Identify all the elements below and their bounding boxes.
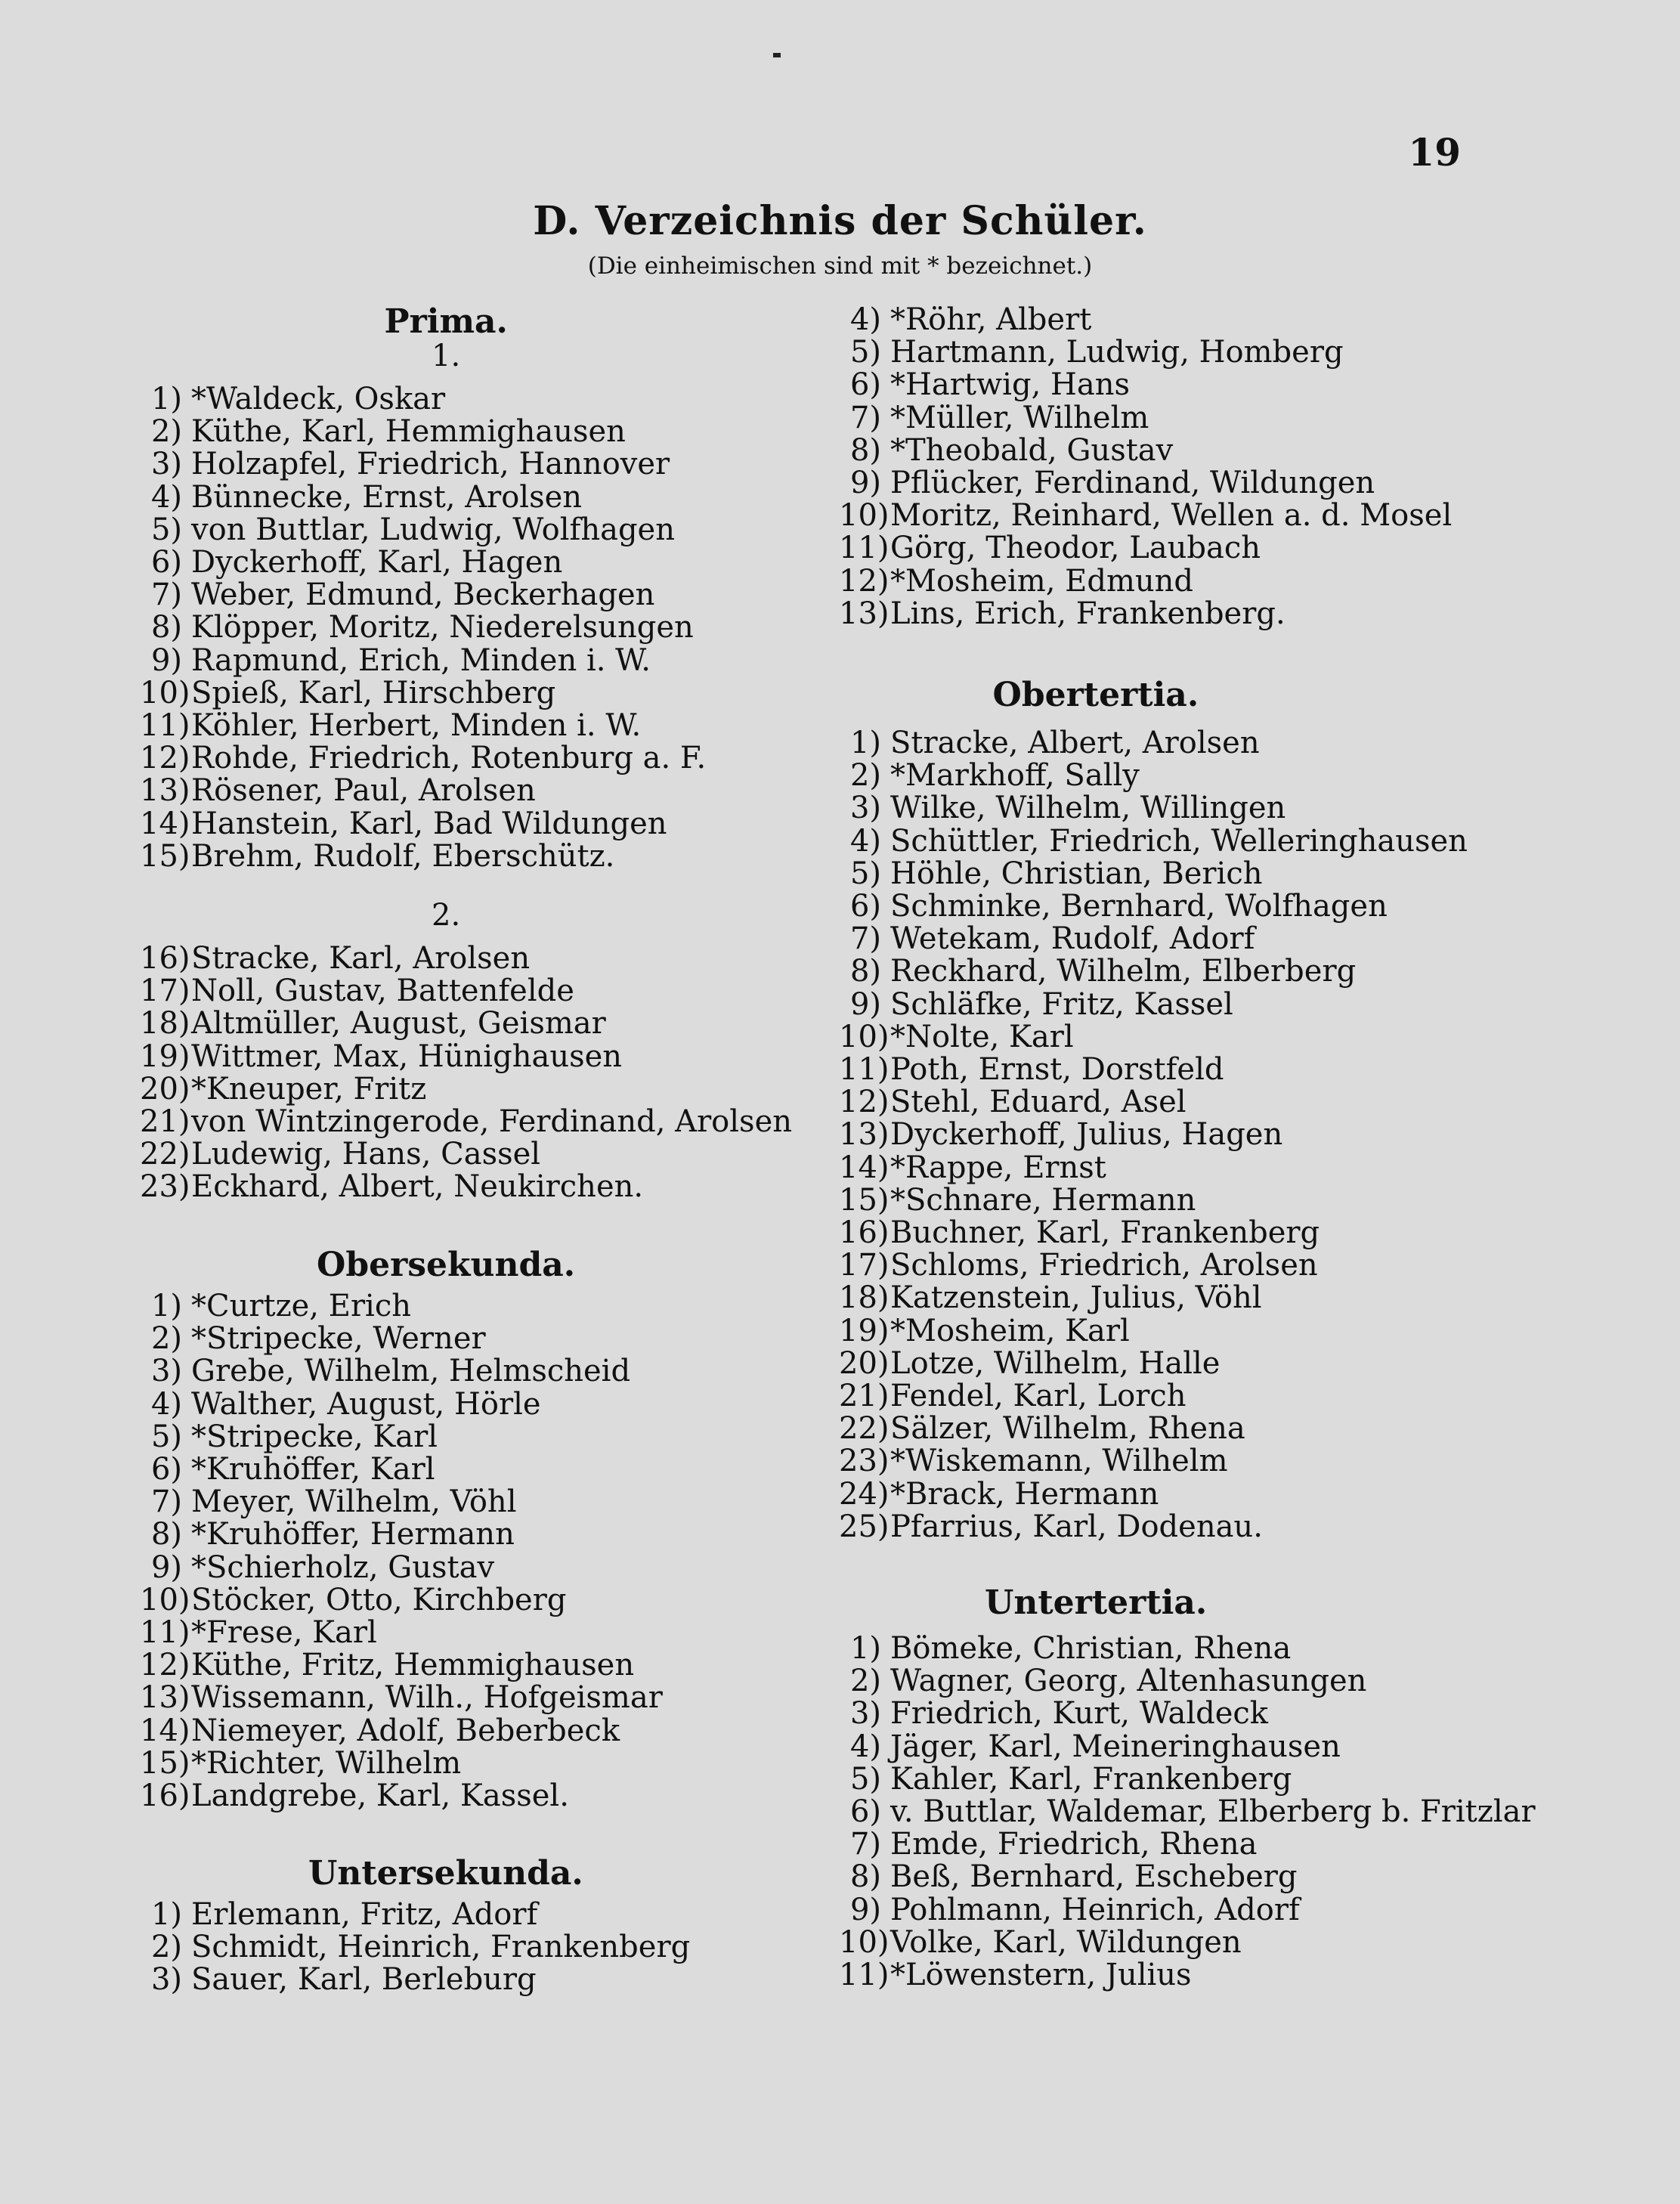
entry-name: *Stripecke, Werner [191, 1321, 486, 1357]
list-item [839, 596, 1286, 631]
entry-number: 23) [839, 1444, 890, 1479]
entry-name: Volke, Karl, Wildungen [890, 1924, 1242, 1960]
entry-name: Schminke, Bernhard, Wolfhagen [890, 889, 1388, 924]
entry-number: 4) [150, 479, 182, 515]
list-item [140, 708, 641, 743]
page-subtitle: (Die einheimischen sind mit * bezeichnet.) [587, 252, 1093, 280]
entry-number: 21) [140, 1104, 190, 1139]
list-item [140, 414, 626, 449]
entry-number: 11) [839, 1958, 890, 1992]
list-item [839, 1314, 1130, 1348]
entry-name: Pfarrius, Karl, Dodenau. [890, 1509, 1263, 1544]
entry-name: Eckhard, Albert, Neukirchen. [191, 1169, 644, 1205]
entry-name: v. Buttlar, Waldemar, Elberberg b. Fritzlar [890, 1794, 1536, 1829]
entry-name: Wetekam, Rudolf, Adorf [890, 921, 1255, 957]
entry-number: 15) [140, 1745, 190, 1781]
entry-number: 5) [849, 856, 881, 891]
entry-name: Bünnecke, Ernst, Arolsen [191, 479, 583, 515]
entry-name: Schloms, Friedrich, Arolsen [890, 1248, 1318, 1283]
entry-number: 13) [839, 596, 890, 631]
list-item [839, 791, 1286, 825]
entry-name: *Stripecke, Karl [191, 1419, 438, 1454]
list-item [839, 1248, 1318, 1283]
entry-number: 6) [150, 1452, 182, 1487]
entry-number: 9) [849, 1892, 881, 1927]
entry-number: 6) [849, 889, 881, 924]
entry-name: Sälzer, Wilhelm, Rhena [890, 1411, 1245, 1447]
entry-number: 5) [150, 1419, 182, 1454]
list-item [839, 1215, 1320, 1250]
entry-number: 20) [839, 1345, 890, 1381]
entry-name: Moritz, Reinhard, Wellen a. d. Mosel [890, 498, 1453, 534]
list-item [140, 974, 574, 1008]
entry-name: Jäger, Karl, Meineringhausen [890, 1729, 1341, 1764]
entry-name: *Richter, Wilhelm [191, 1745, 462, 1781]
entry-name: *Theobald, Gustav [890, 432, 1174, 468]
entry-number: 8) [150, 610, 182, 645]
list-item [839, 1280, 1262, 1315]
section-title-untertertia: Untertertia. [985, 1583, 1208, 1622]
list-item [839, 1893, 1300, 1927]
list-item [140, 1713, 620, 1748]
list-item [140, 839, 614, 874]
list-item [140, 1930, 690, 1964]
entry-number: 10) [839, 1924, 890, 1960]
list-item [140, 773, 536, 808]
entry-name: Altmüller, August, Geismar [191, 1006, 606, 1042]
list-item [140, 382, 445, 416]
entry-name: Höhle, Christian, Berich [890, 856, 1263, 891]
entry-number: 13) [140, 1680, 190, 1716]
entry-number: 13) [839, 1117, 890, 1153]
entry-name: Rapmund, Erich, Minden i. W. [191, 642, 651, 678]
entry-name: *Mosheim, Edmund [890, 563, 1194, 599]
list-item [140, 1354, 630, 1388]
entry-number: 8) [849, 1859, 881, 1895]
entry-name: Landgrebe, Karl, Kassel. [191, 1778, 569, 1813]
group-title-2: 2. [432, 898, 461, 933]
list-item [839, 367, 1130, 402]
entry-name: Klöpper, Moritz, Niederelsungen [191, 610, 694, 645]
list-item [140, 1897, 537, 1932]
list-item [140, 941, 530, 976]
entry-name: Walther, August, Hörle [191, 1386, 541, 1422]
entry-name: Katzenstein, Julius, Vöhl [890, 1280, 1262, 1316]
list-item [839, 531, 1261, 565]
list-item [839, 1631, 1291, 1666]
entry-number: 12) [140, 1648, 190, 1683]
entry-number: 3) [849, 791, 881, 826]
entry-name: *Brack, Hermann [890, 1476, 1159, 1512]
entry-name: Stehl, Eduard, Asel [890, 1085, 1187, 1120]
entry-name: Fendel, Karl, Lorch [890, 1379, 1187, 1413]
entry-number: 18) [140, 1006, 190, 1042]
list-item [140, 545, 562, 580]
list-item [140, 1072, 426, 1107]
entry-name: Niemeyer, Adolf, Beberbeck [191, 1713, 620, 1748]
entry-name: *Mosheim, Karl [890, 1313, 1130, 1348]
entry-number: 19) [140, 1039, 190, 1074]
entry-name: von Buttlar, Ludwig, Wolfhagen [191, 512, 675, 547]
entry-number: 3) [150, 447, 182, 482]
list-item [140, 1452, 435, 1487]
entry-number: 8) [150, 1517, 182, 1552]
entry-name: Spieß, Karl, Hirschberg [191, 675, 556, 710]
entry-name: *Müller, Wilhelm [890, 400, 1149, 435]
list-item [839, 824, 1468, 859]
entry-name: Hartmann, Ludwig, Homberg [890, 335, 1344, 370]
entry-name: Köhler, Herbert, Minden i. W. [191, 708, 642, 743]
entry-name: Reckhard, Wilhelm, Elberberg [890, 954, 1357, 989]
entry-name: Beß, Bernhard, Escheberg [890, 1859, 1298, 1895]
entry-name: Schmidt, Heinrich, Frankenberg [191, 1930, 691, 1965]
list-item [839, 1958, 1192, 1992]
entry-name: Grebe, Wilhelm, Helmscheid [191, 1354, 631, 1389]
list-item [140, 1387, 541, 1422]
entry-number: 2) [150, 1930, 182, 1965]
entry-name: Emde, Friedrich, Rhena [890, 1827, 1258, 1862]
entry-name: Küthe, Karl, Hemmighausen [191, 414, 626, 450]
entry-number: 22) [839, 1411, 890, 1447]
entry-name: *Hartwig, Hans [890, 367, 1131, 403]
list-item [839, 1729, 1341, 1764]
entry-number: 18) [839, 1280, 890, 1316]
entry-name: *Wiskemann, Wilhelm [890, 1444, 1228, 1479]
list-item [839, 1696, 1268, 1731]
entry-name: *Kruhöffer, Karl [191, 1452, 435, 1487]
entry-number: 23) [140, 1169, 190, 1205]
section-title-prima: Prima. [384, 302, 508, 341]
page-number: 19 [1408, 130, 1461, 175]
entry-number: 16) [140, 1778, 190, 1813]
entry-number: 2) [849, 1664, 881, 1699]
list-item [839, 498, 1452, 533]
entry-number: 19) [839, 1313, 890, 1348]
list-item [140, 1484, 517, 1519]
page-title: D. Verzeichnis der Schüler. [533, 198, 1147, 244]
list-item [839, 1085, 1187, 1119]
entry-name: Ludewig, Hans, Cassel [191, 1137, 541, 1172]
entry-name: *Schierholz, Gustav [191, 1549, 495, 1585]
entry-number: 2) [150, 414, 182, 450]
list-item [140, 447, 670, 481]
list-item [140, 1583, 566, 1617]
list-item [839, 987, 1233, 1022]
entry-number: 9) [150, 642, 182, 678]
list-item [140, 806, 667, 841]
list-item [839, 1346, 1220, 1381]
list-item [140, 1169, 643, 1204]
list-item [839, 1379, 1187, 1413]
list-item [839, 856, 1262, 891]
list-item [140, 1648, 634, 1682]
entry-name: Wagner, Georg, Altenhasungen [890, 1664, 1367, 1699]
page-mark [773, 53, 781, 57]
entry-name: Schüttler, Friedrich, Welleringhausen [890, 823, 1468, 859]
entry-name: *Löwenstern, Julius [890, 1958, 1192, 1992]
entry-name: Kahler, Karl, Frankenberg [890, 1761, 1292, 1797]
entry-number: 4) [150, 1386, 182, 1422]
entry-number: 11) [839, 1052, 890, 1087]
entry-number: 12) [140, 741, 190, 776]
list-item [839, 921, 1255, 956]
list-item [140, 676, 555, 710]
entry-number: 9) [150, 1549, 182, 1585]
entry-name: Rösener, Paul, Arolsen [191, 773, 536, 809]
entry-name: Stracke, Karl, Arolsen [191, 941, 531, 976]
entry-number: 10) [839, 1019, 890, 1054]
entry-number: 16) [140, 941, 190, 976]
entry-name: *Kneuper, Fritz [191, 1071, 427, 1107]
list-item [140, 512, 675, 547]
entry-name: Erlemann, Fritz, Adorf [191, 1897, 538, 1932]
list-item [140, 577, 654, 612]
list-item [839, 889, 1388, 924]
entry-number: 11) [140, 1615, 190, 1650]
entry-number: 1) [849, 1631, 881, 1666]
section-title-untersekunda: Untersekunda. [308, 1854, 583, 1893]
entry-name: von Wintzingerode, Ferdinand, Arolsen [191, 1104, 793, 1139]
entry-number: 12) [839, 1085, 890, 1120]
entry-number: 7) [849, 921, 881, 957]
entry-number: 7) [150, 1484, 182, 1520]
list-item [839, 1762, 1292, 1797]
list-item [839, 1020, 1074, 1054]
entry-number: 9) [849, 466, 881, 500]
group-title-1: 1. [432, 339, 461, 373]
entry-name: *Kruhöffer, Hermann [191, 1517, 515, 1552]
entry-number: 10) [140, 675, 190, 710]
list-item [839, 1859, 1298, 1894]
list-item [140, 1137, 540, 1172]
entry-name: *Frese, Karl [191, 1615, 377, 1650]
list-item [839, 1477, 1159, 1512]
entry-number: 7) [849, 400, 881, 435]
list-item [839, 1411, 1245, 1446]
list-item [140, 643, 651, 678]
list-item [839, 1827, 1257, 1862]
section-title-obersekunda: Obersekunda. [317, 1246, 576, 1284]
entry-name: *Curtze, Erich [191, 1289, 412, 1323]
list-item [839, 1509, 1263, 1544]
list-item [839, 564, 1193, 599]
entry-number: 17) [839, 1248, 890, 1283]
entry-number: 5) [849, 335, 881, 370]
entry-name: Wittmer, Max, Hünighausen [191, 1039, 623, 1074]
list-item [140, 1615, 377, 1650]
list-item [839, 758, 1140, 793]
entry-number: 10) [839, 498, 890, 534]
entry-name: Poth, Ernst, Dorstfeld [890, 1052, 1224, 1087]
list-item [140, 1419, 438, 1454]
list-item [839, 954, 1356, 989]
entry-name: Meyer, Wilhelm, Vöhl [191, 1484, 517, 1520]
entry-name: Holzapfel, Friedrich, Hannover [191, 447, 670, 482]
entry-number: 7) [849, 1827, 881, 1862]
entry-number: 25) [839, 1509, 890, 1544]
entry-number: 15) [839, 1182, 890, 1218]
list-item [140, 1680, 663, 1715]
list-item [839, 401, 1149, 435]
list-item [140, 1289, 411, 1323]
entry-number: 15) [140, 838, 190, 874]
list-item [140, 1778, 569, 1813]
entry-number: 8) [849, 954, 881, 989]
list-item [839, 1150, 1106, 1185]
entry-number: 12) [839, 563, 890, 599]
section-title-obertertia: Obertertia. [992, 676, 1199, 714]
entry-name: Hanstein, Karl, Bad Wildungen [191, 806, 667, 841]
entry-name: Küthe, Fritz, Hemmighausen [191, 1648, 635, 1683]
entry-number: 6) [849, 1794, 881, 1829]
entry-number: 16) [839, 1215, 890, 1250]
list-item [839, 1444, 1228, 1478]
list-item [140, 610, 694, 645]
entry-name: Buchner, Karl, Frankenberg [890, 1215, 1320, 1250]
entry-number: 22) [140, 1137, 190, 1172]
list-item [839, 433, 1173, 468]
entry-number: 4) [849, 823, 881, 859]
entry-name: Noll, Gustav, Battenfelde [191, 974, 574, 1009]
entry-number: 5) [150, 512, 182, 547]
entry-name: Stracke, Albert, Arolsen [890, 726, 1260, 760]
list-item [839, 1794, 1536, 1829]
entry-name: Lins, Erich, Frankenberg. [890, 596, 1286, 631]
list-item [140, 1550, 494, 1585]
entry-number: 14) [140, 806, 190, 841]
entry-number: 20) [140, 1071, 190, 1107]
entry-name: Wilke, Wilhelm, Willingen [890, 791, 1286, 826]
list-item [140, 1321, 486, 1356]
entry-number: 13) [140, 773, 190, 809]
entry-number: 8) [849, 432, 881, 468]
entry-number: 3) [150, 1962, 182, 1998]
entry-number: 11) [839, 531, 890, 566]
entry-name: Pohlmann, Heinrich, Adorf [890, 1892, 1300, 1927]
list-item [839, 1183, 1196, 1218]
entry-number: 1) [150, 1289, 182, 1323]
list-item [140, 1104, 792, 1139]
entry-name: *Markhoff, Sally [890, 758, 1140, 794]
list-item [140, 1039, 622, 1074]
entry-number: 5) [849, 1761, 881, 1797]
entry-number: 4) [849, 302, 881, 337]
list-item [839, 1664, 1366, 1698]
entry-name: Wissemann, Wilh., Hofgeismar [191, 1680, 663, 1716]
entry-name: Friedrich, Kurt, Waldeck [890, 1696, 1269, 1732]
entry-number: 17) [140, 974, 190, 1009]
list-item [140, 1746, 461, 1781]
entry-name: Görg, Theodor, Laubach [890, 531, 1261, 566]
entry-number: 14) [839, 1150, 890, 1185]
entry-number: 2) [849, 758, 881, 794]
entry-name: Sauer, Karl, Berleburg [191, 1962, 537, 1998]
entry-name: Brehm, Rudolf, Eberschütz. [191, 838, 615, 874]
entry-name: Bömeke, Christian, Rhena [890, 1631, 1292, 1666]
entry-number: 3) [849, 1696, 881, 1732]
entry-number: 6) [150, 545, 182, 580]
entry-name: Stöcker, Otto, Kirchberg [191, 1582, 567, 1617]
entry-name: *Schnare, Hermann [890, 1182, 1196, 1218]
list-item [839, 466, 1375, 500]
entry-number: 7) [150, 577, 182, 613]
entry-number: 14) [140, 1713, 190, 1748]
entry-number: 24) [839, 1476, 890, 1512]
entry-number: 6) [849, 367, 881, 403]
list-item [140, 741, 706, 775]
entry-name: *Waldeck, Oskar [191, 382, 446, 416]
list-item [140, 480, 582, 515]
list-item [140, 1962, 537, 1997]
list-item [839, 302, 1091, 337]
entry-name: *Rappe, Ernst [890, 1150, 1106, 1185]
list-item [839, 1117, 1282, 1152]
entry-name: Lotze, Wilhelm, Halle [890, 1345, 1221, 1381]
entry-number: 9) [849, 986, 881, 1022]
entry-number: 10) [140, 1582, 190, 1617]
entry-name: *Nolte, Karl [890, 1019, 1074, 1054]
list-item [140, 1006, 606, 1041]
entry-name: Pflücker, Ferdinand, Wildungen [890, 466, 1375, 500]
list-item [839, 1925, 1242, 1960]
entry-number: 3) [150, 1354, 182, 1389]
entry-name: *Röhr, Albert [890, 302, 1092, 337]
entry-name: Dyckerhoff, Karl, Hagen [191, 545, 563, 580]
list-item [839, 726, 1260, 760]
entry-number: 1) [849, 726, 881, 760]
entry-number: 11) [140, 708, 190, 743]
entry-number: 1) [150, 1897, 182, 1932]
list-item [839, 335, 1344, 370]
list-item [839, 1052, 1224, 1087]
entry-number: 1) [150, 382, 182, 416]
entry-name: Dyckerhoff, Julius, Hagen [890, 1117, 1283, 1153]
entry-name: Rohde, Friedrich, Rotenburg a. F. [191, 741, 707, 776]
entry-name: Weber, Edmund, Beckerhagen [191, 577, 655, 613]
entry-number: 2) [150, 1321, 182, 1357]
entry-name: Schläfke, Fritz, Kassel [890, 986, 1233, 1022]
entry-number: 21) [839, 1379, 890, 1413]
list-item [140, 1517, 515, 1552]
entry-number: 4) [849, 1729, 881, 1764]
